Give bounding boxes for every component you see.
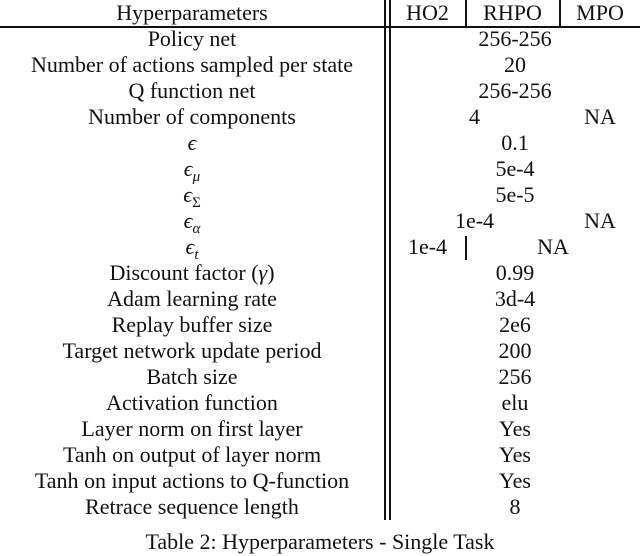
header-divider-ho2-rhpo	[465, 0, 467, 26]
row-label: Policy net	[147, 26, 237, 51]
row-label: Q function net	[128, 78, 256, 103]
row-label	[0, 130, 384, 156]
row-label: Number of actions sampled per state	[31, 52, 353, 77]
row-value-rhpo-mpo: NA	[537, 234, 569, 259]
row-value: 5e-5	[495, 182, 535, 207]
row-label: Batch size	[146, 364, 238, 389]
row-label: Adam learning rate	[107, 286, 277, 311]
header-hyperparameters: Hyperparameters	[116, 0, 268, 25]
label-prefix: Discount factor (	[109, 260, 259, 285]
row-value: 200	[498, 338, 532, 363]
table-row	[0, 104, 640, 130]
epsilon-symbol: ϵ	[183, 208, 193, 233]
epsilon-symbol: ϵ	[183, 182, 193, 207]
row-label: Retrace sequence length	[85, 494, 299, 519]
row-value: 3d-4	[494, 286, 536, 311]
row-value-mpo: NA	[584, 208, 616, 233]
row-value: 256	[498, 364, 532, 389]
table-row	[0, 52, 640, 78]
row-value: Yes	[498, 442, 531, 467]
row-value: elu	[501, 390, 529, 415]
table-row	[0, 234, 640, 263]
row-value-mpo: NA	[584, 104, 616, 129]
table-row	[0, 286, 640, 312]
row-label	[0, 234, 384, 263]
epsilon-symbol: ϵ	[187, 130, 197, 155]
header-ho2: HO2	[406, 0, 449, 25]
subscript-alpha: α	[192, 221, 201, 237]
row-value: 2e6	[499, 312, 531, 337]
gamma-symbol: γ	[258, 260, 268, 285]
table-row	[0, 390, 640, 416]
row-label: Layer norm on first layer	[81, 416, 303, 441]
epsilon-symbol: ϵ	[183, 156, 193, 181]
header-rhpo: RHPO	[483, 0, 542, 25]
header-divider-rhpo-mpo	[559, 0, 561, 26]
table-caption: Table 2: Hyperparameters - Single Task	[145, 529, 495, 554]
row-value-ho2: 1e-4	[407, 234, 448, 259]
row-label: Number of components	[88, 104, 296, 129]
row-value: Yes	[498, 416, 531, 441]
row-label	[0, 182, 384, 211]
row-value: 8	[509, 494, 521, 519]
table-row	[0, 26, 640, 52]
row-value: 5e-4	[495, 156, 535, 181]
row-value: 0.1	[501, 130, 529, 155]
table-row	[0, 468, 640, 494]
row-label	[0, 156, 384, 185]
table-row	[0, 208, 640, 237]
table-row	[0, 182, 640, 211]
row-label	[0, 208, 384, 237]
row-value: Yes	[498, 468, 531, 493]
row-value: 256-256	[478, 26, 552, 51]
row-label	[0, 260, 384, 286]
row-value: 0.99	[495, 260, 535, 285]
table-row	[0, 364, 640, 390]
row-label: Replay buffer size	[111, 312, 273, 337]
subscript-t: t	[194, 247, 199, 263]
table-row	[0, 312, 640, 338]
row-label: Activation function	[106, 390, 278, 415]
table-row	[0, 156, 640, 185]
table-row	[0, 494, 640, 520]
row-value-ho2-rhpo: 1e-4	[454, 208, 495, 233]
row-value: 256-256	[478, 78, 552, 103]
label-suffix: )	[267, 260, 275, 285]
row-label: Tanh on output of layer norm	[62, 442, 322, 467]
header-row	[0, 0, 640, 26]
header-mpo: MPO	[576, 0, 624, 25]
row-label: Target network update period	[62, 338, 322, 363]
row-label: Tanh on input actions to Q-function	[34, 468, 350, 493]
table-row	[0, 338, 640, 364]
table-row	[0, 442, 640, 468]
table-row	[0, 416, 640, 442]
subscript-mu: μ	[192, 169, 201, 185]
row-value: 20	[504, 52, 526, 77]
table-row	[0, 78, 640, 104]
row-value-ho2-rhpo: 4	[469, 104, 480, 129]
subscript-sigma: Σ	[192, 195, 201, 211]
table-row	[0, 260, 640, 286]
epsilon-symbol: ϵ	[185, 234, 195, 259]
table-row	[0, 130, 640, 156]
